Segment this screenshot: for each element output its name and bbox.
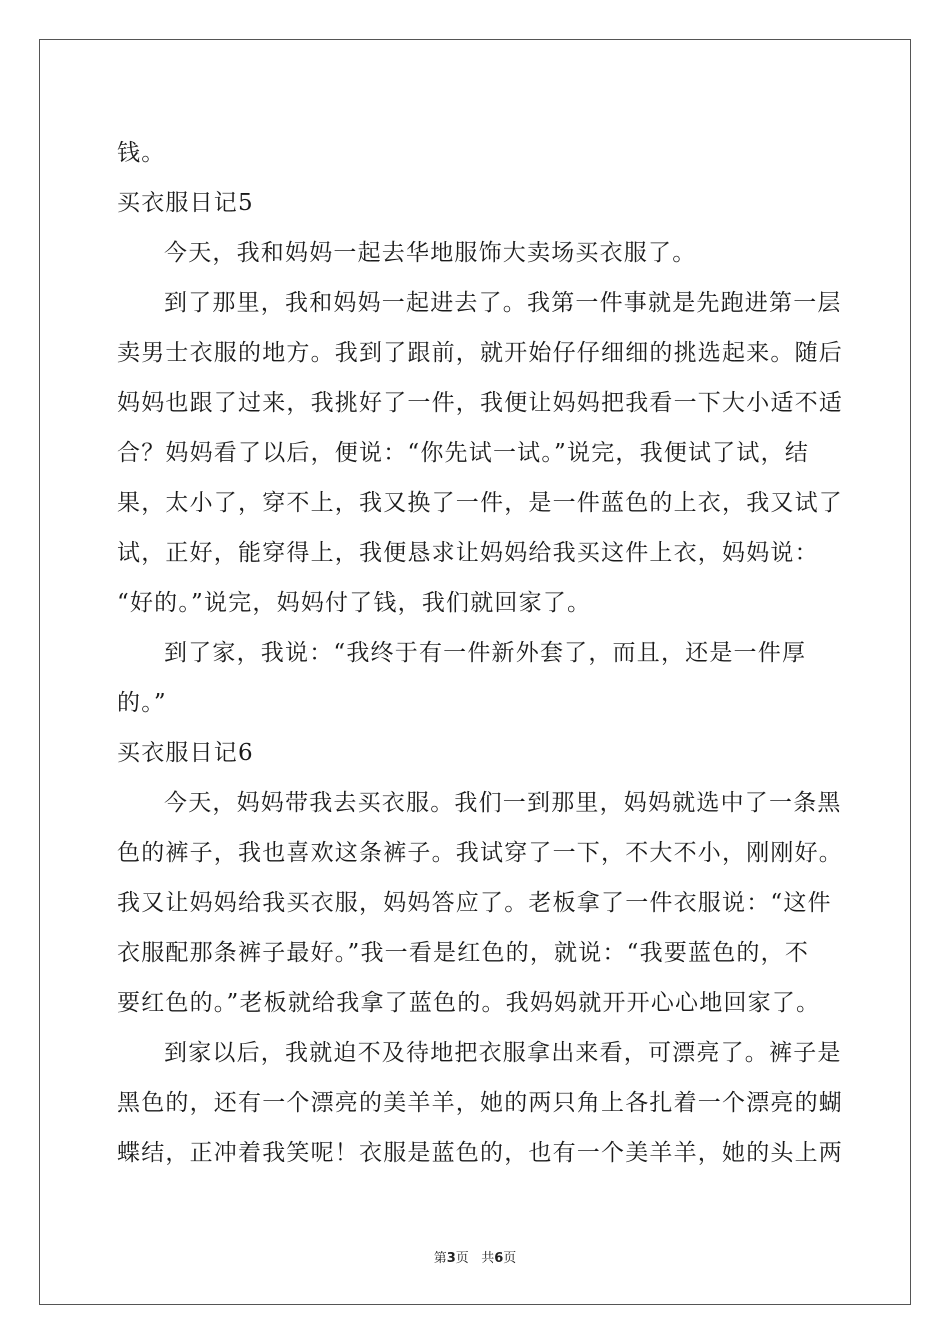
paragraph-line: 今天，我和妈妈一起去华地服饰大卖场买衣服了。 <box>164 240 697 266</box>
total-pages-number: 6 <box>494 1251 504 1266</box>
text-line: 果，太小了，穿不上，我又换了一件，是一件蓝色的上衣，我又试了 <box>117 490 843 516</box>
footer-total-prefix: 共 <box>481 1251 495 1266</box>
paragraph-line: 今天，妈妈带我去买衣服。我们一到那里，妈妈就选中了一条黑 <box>164 790 842 816</box>
page-footer <box>0 1247 950 1266</box>
text-line: 钱。 <box>117 140 166 166</box>
text-line: “好的。”说完，妈妈付了钱，我们就回家了。 <box>117 590 592 616</box>
section-heading: 买衣服日记6 <box>117 740 254 766</box>
footer-page-suffix: 页 <box>455 1251 469 1266</box>
text-line: 我又让妈妈给我买衣服，妈妈答应了。老板拿了一件衣服说：“这件 <box>117 890 832 916</box>
text-line: 妈妈也跟了过来，我挑好了一件，我便让妈妈把我看一下大小适不适 <box>117 390 843 416</box>
section-heading: 买衣服日记5 <box>117 190 254 216</box>
text-line: 要红色的。”老板就给我拿了蓝色的。我妈妈就开开心心地回家了。 <box>117 990 821 1016</box>
footer-total-suffix: 页 <box>503 1251 517 1266</box>
paragraph-line: 到了家，我说：“我终于有一件新外套了，而且，还是一件厚 <box>164 640 807 666</box>
current-page-number: 3 <box>446 1251 456 1266</box>
text-line: 卖男士衣服的地方。我到了跟前，就开始仔仔细细的挑选起来。随后 <box>117 340 843 366</box>
text-line: 黑色的，还有一个漂亮的美羊羊，她的两只角上各扎着一个漂亮的蝴 <box>117 1090 843 1116</box>
text-line: 合？妈妈看了以后，便说：“你先试一试。”说完，我便试了试，结 <box>117 440 810 466</box>
text-line: 的。” <box>117 690 167 716</box>
text-line: 试，正好，能穿得上，我便恳求让妈妈给我买这件上衣，妈妈说： <box>117 540 819 566</box>
document-body <box>117 128 843 1178</box>
text-line: 衣服配那条裤子最好。”我一看是红色的，就说：“我要蓝色的，不 <box>117 940 810 966</box>
text-line: 色的裤子，我也喜欢这条裤子。我试穿了一下，不大不小，刚刚好。 <box>117 840 843 866</box>
paragraph-line: 到了那里，我和妈妈一起进去了。我第一件事就是先跑进第一层 <box>164 290 842 316</box>
paragraph-line: 到家以后，我就迫不及待地把衣服拿出来看，可漂亮了。裤子是 <box>164 1040 842 1066</box>
text-line: 蝶结，正冲着我笑呢！衣服是蓝色的，也有一个美羊羊，她的头上两 <box>117 1140 843 1166</box>
footer-prefix: 第 <box>433 1251 447 1266</box>
